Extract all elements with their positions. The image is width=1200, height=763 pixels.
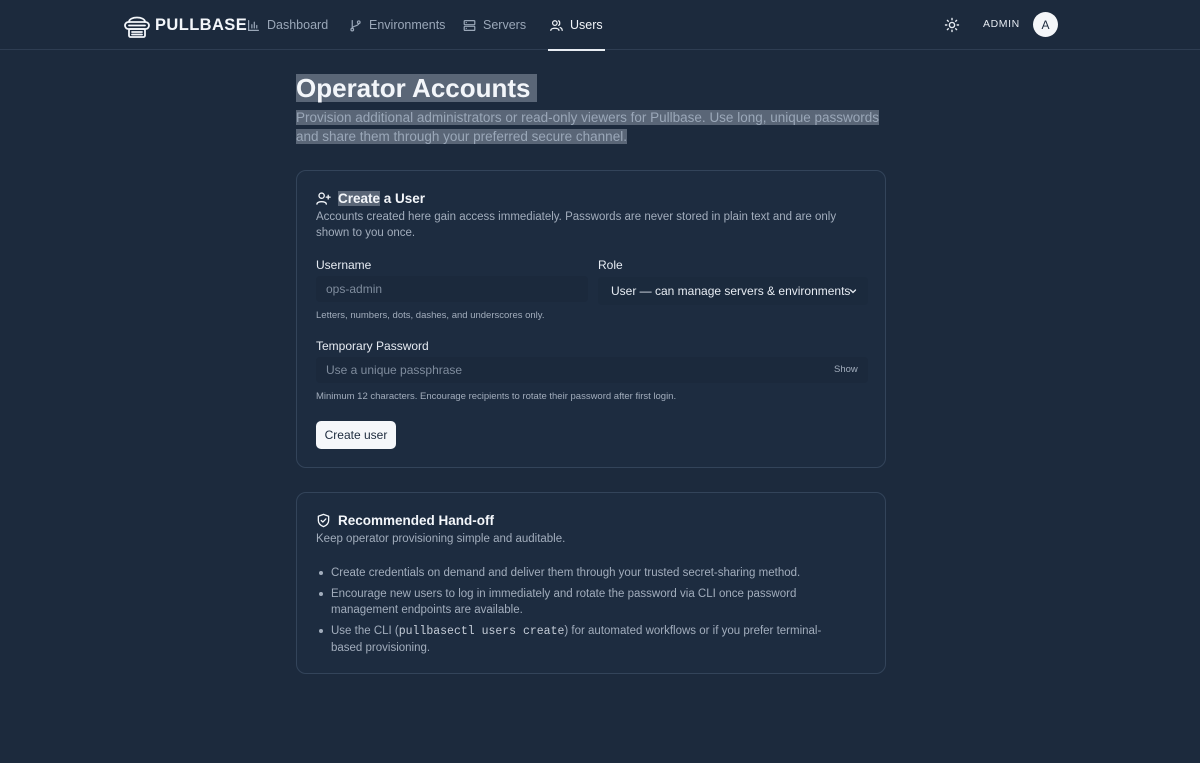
server-icon <box>463 19 476 32</box>
list-item: Create credentials on demand and deliver them through your trusted secret-sharing method. <box>316 565 846 581</box>
nav-item-servers[interactable] <box>463 0 526 50</box>
username-input[interactable] <box>316 276 588 302</box>
nav-item-label: Dashboard <box>267 18 329 32</box>
user-plus-icon <box>316 191 331 206</box>
git-branch-icon <box>349 19 362 32</box>
role-label: Role <box>598 258 623 272</box>
password-label: Temporary Password <box>316 339 429 353</box>
sun-icon <box>944 17 960 33</box>
nav-item-label: Environments <box>369 18 446 32</box>
bar-chart-icon <box>247 19 260 32</box>
role-select-value: User — can manage servers & environments <box>611 284 851 298</box>
list-item: Encourage new users to log in immediately and rotate the password via CLI once password management endpoints are available. <box>316 586 846 618</box>
cli-command: pullbasectl users create <box>398 625 565 638</box>
show-password-button[interactable]: Show <box>834 364 858 375</box>
brand-name: PULLBASE <box>155 15 248 34</box>
card-title-highlight: Create <box>338 190 381 206</box>
card-header <box>316 511 494 529</box>
brand[interactable] <box>123 11 247 39</box>
role-select[interactable] <box>598 277 868 305</box>
avatar[interactable]: A <box>1033 12 1058 37</box>
card-title-rest: a User <box>380 190 426 206</box>
handoff-tips-list <box>316 565 846 661</box>
card-title: Recommended Hand-off <box>338 512 495 528</box>
page-description-text: Provision additional administrators or read-only viewers for Pullbase. Use long, unique passwords and share them through your preferred secure channel. <box>296 110 880 144</box>
card-subtitle: Keep operator provisioning simple and auditable. <box>316 533 566 545</box>
nav-item-label: Users <box>570 18 603 32</box>
handoff-card <box>296 492 886 674</box>
card-header <box>316 189 425 207</box>
card-subtitle: Accounts created here gain access immediately. Passwords are never stored in plain text and are only shown to you once. <box>316 211 837 239</box>
tip-text-after: ) for automated workflows or if you prefer terminal-based provisioning. <box>331 625 822 654</box>
card-title <box>338 191 425 206</box>
list-item <box>316 623 846 656</box>
password-hint: Minimum 12 characters. Encourage recipients to rotate their password after first login. <box>316 391 677 402</box>
nav-item-label: Servers <box>483 18 527 32</box>
page-description <box>296 109 888 146</box>
chevron-down-icon <box>848 286 858 296</box>
current-user-role-label: ADMIN <box>983 18 1020 30</box>
theme-toggle-button[interactable] <box>944 17 960 33</box>
create-user-card <box>296 170 886 468</box>
page-title: Operator Accounts <box>296 74 537 102</box>
create-user-button[interactable]: Create user <box>316 421 396 449</box>
pullbase-logo-icon <box>123 11 151 39</box>
username-hint: Letters, numbers, dots, dashes, and underscores only. <box>316 310 545 321</box>
top-navigation-bar <box>0 0 1200 50</box>
nav-item-environments[interactable] <box>349 0 445 50</box>
username-label: Username <box>316 258 372 272</box>
tip-text-before: Use the CLI ( <box>331 625 399 637</box>
nav-item-users[interactable] <box>550 0 603 50</box>
password-input[interactable] <box>316 357 868 383</box>
nav-item-dashboard[interactable] <box>247 0 328 50</box>
shield-check-icon <box>316 513 331 528</box>
users-icon <box>550 19 563 32</box>
